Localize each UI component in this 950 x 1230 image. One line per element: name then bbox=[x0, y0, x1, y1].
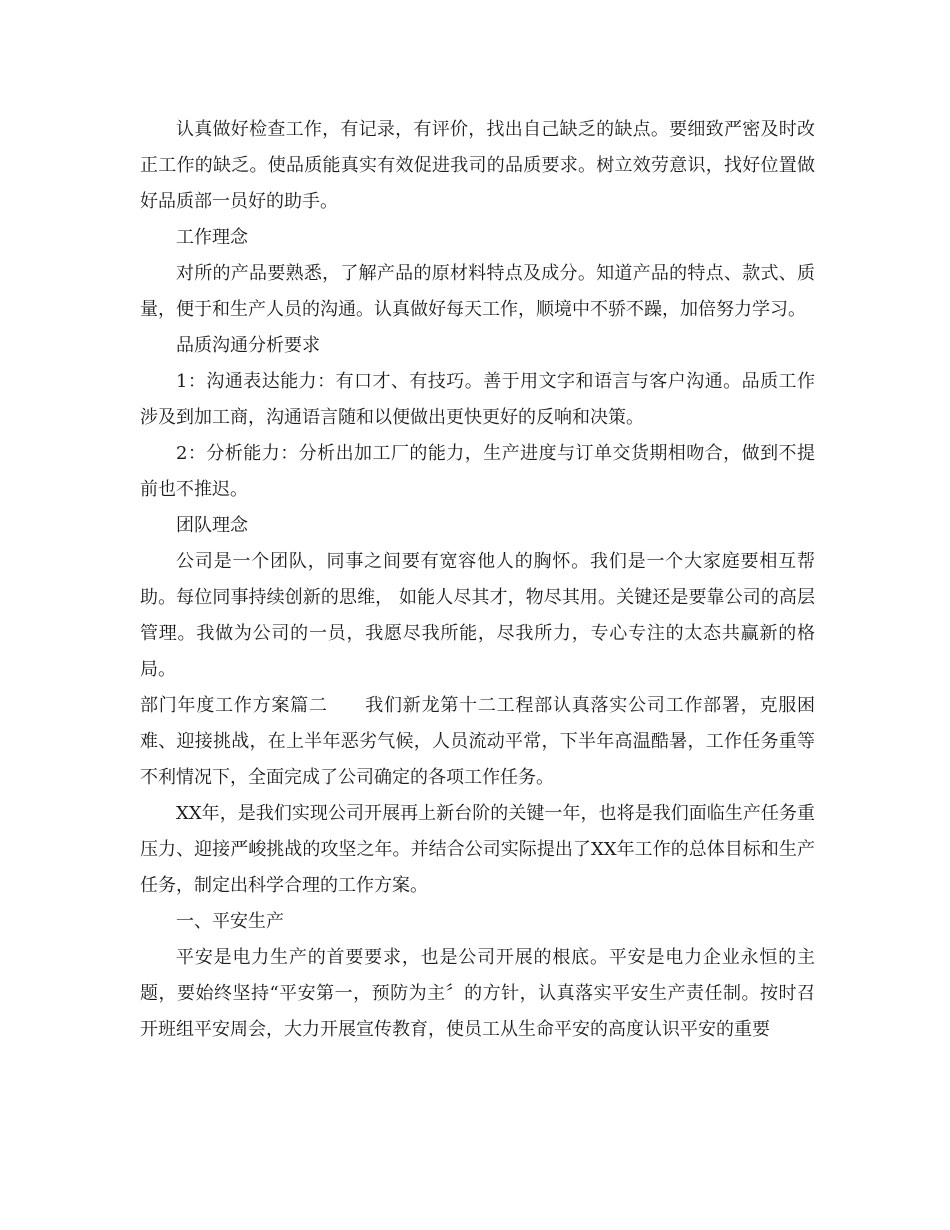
paragraph-communication-skill: 1：沟通表达能力：有口才、有技巧。善于用文字和语言与客户沟通。品质工作涉及到加工商，沟通语言随和以便做出更快更好的反响和决策。 bbox=[140, 371, 815, 428]
paragraph-xx-year: XX年，是我们实现公司开展再上新台阶的关键一年，也将是我们面临生产任务重压力、迎接严峻挑战的攻坚之年。并结合公司实际提出了XX年工作的总体目标和生产任务，制定出科学合理的工作方案。 bbox=[140, 803, 815, 896]
paragraph-team: 公司是一个团队，同事之间要有宽容他人的胸怀。我们是一个大家庭要相互帮助。每位同事持续创新的思维， 如能人尽其才，物尽其用。关键还是要靠公司的高层管理。我做为公司的一员，我愿尽我所能，尽我所力，专心专注的太态共赢新的格局。 bbox=[140, 551, 815, 680]
paragraph-plan-part-two: 部门年度工作方案篇二 我们新龙第十二工程部认真落实公司工作部署，克服困难、迎接挑战，在上半年恶劣气候，人员流动平常，下半年高温酷暑，工作任务重等不利情况下，全面完成了公司确定的各项工作任务。 bbox=[140, 695, 815, 788]
heading-work-philosophy: 工作理念 bbox=[176, 227, 248, 248]
paragraph-safety: 平安是电力生产的首要要求，也是公司开展的根底。平安是电力企业永恒的主题，要始终坚持“平安第一，预防为主〞的方针，认真落实平安生产责任制。按时召开班组平安周会，大力开展宣传教育，使员工从生命平安的高度认识平安的重要 bbox=[140, 947, 815, 1040]
document-body bbox=[140, 112, 815, 1048]
heading-safe-production: 一、平安生产 bbox=[176, 911, 284, 932]
paragraph-product-knowledge: 对所的产品要熟悉，了解产品的原材料特点及成分。知道产品的特点、款式、质量，便于和生产人员的沟通。认真做好每天工作，顺境中不骄不躁，加倍努力学习。 bbox=[140, 263, 815, 320]
heading-quality-communication: 品质沟通分析要求 bbox=[176, 335, 320, 356]
paragraph-analysis-skill: 2：分析能力：分析出加工厂的能力，生产进度与订单交货期相吻合，做到不提前也不推迟。 bbox=[140, 443, 815, 500]
paragraph-inspection-work: 认真做好检查工作，有记录，有评价，找出自己缺乏的缺点。要细致严密及时改正工作的缺乏。使品质能真实有效促进我司的品质要求。树立效劳意识，找好位置做好品质部一员好的助手。 bbox=[140, 119, 815, 212]
heading-team-philosophy: 团队理念 bbox=[176, 515, 248, 536]
